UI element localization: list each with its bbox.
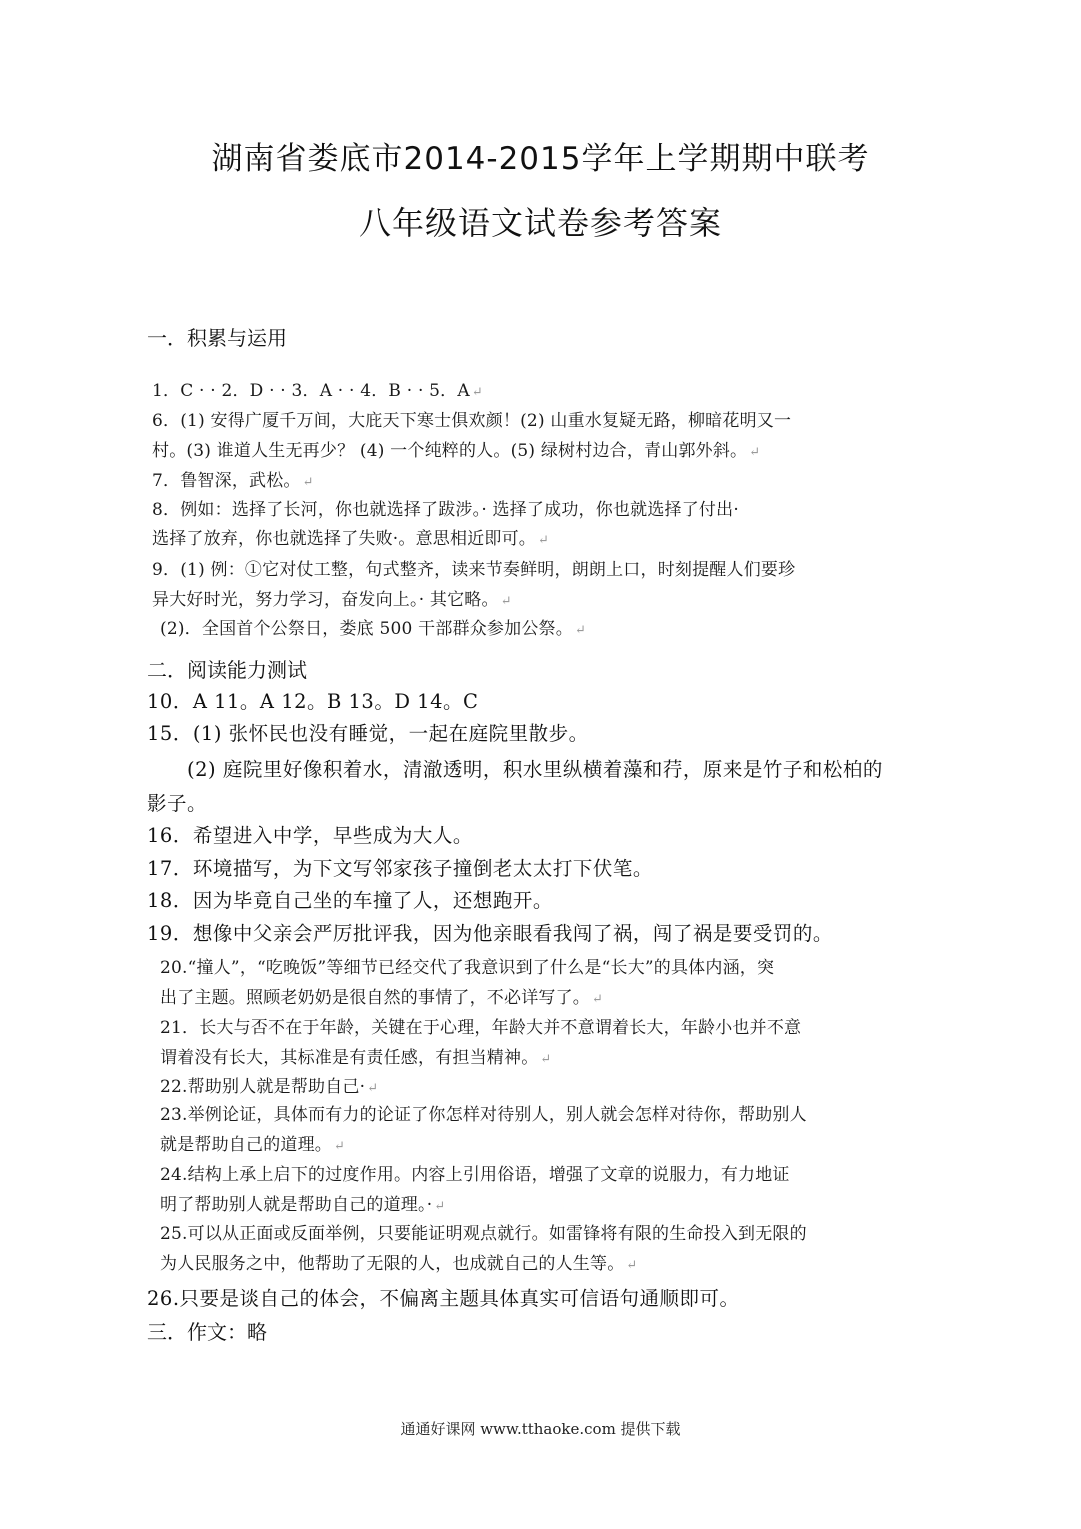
answer-26: 26.只要是谈自己的体会，不偏离主题具体真实可信语句通顺即可。 — [147, 1287, 740, 1310]
answer-23-line-1: 23.举例论证，具体而有力的论证了你怎样对待别人，别人就会怎样对待你，帮助别人 — [160, 1105, 807, 1125]
answer-8-line-1: 8．例如：选择了长河，你也就选择了跋涉。· 选择了成功，你也就选择了付出· — [152, 500, 739, 520]
answer-15-line-3: 影子。 — [147, 792, 208, 815]
doc-title-line-1: 湖南省娄底市2014-2015学年上学期期中联考 — [211, 141, 870, 177]
answer-24-line-1: 24.结构上承上启下的过度作用。内容上引用俗语，增强了文章的说服力，有力地证 — [160, 1165, 790, 1185]
answer-9-line-3: (2)．全国首个公祭日，娄底 500 干部群众参加公祭。 ↵ — [160, 619, 587, 639]
answer-1-5: 1．C · · 2．D · · 3．A · · 4．B · · 5．A ↵ — [152, 381, 483, 401]
answer-17: 17．环境描写，为下文写邻家孩子撞倒老太太打下伏笔。 — [147, 857, 653, 880]
answer-22: 22.帮助别人就是帮助自己· ↵ — [160, 1077, 379, 1097]
section-heading-2: 二．阅读能力测试 — [147, 658, 307, 682]
answer-18: 18．因为毕竟自己坐的车撞了人，还想跑开。 — [147, 889, 553, 912]
answer-6-line-1: 6．(1) 安得广厦千万间，大庇天下寒士俱欢颜！(2) 山重水复疑无路，柳暗花明又一 — [152, 411, 792, 431]
answer-21-line-2: 谓着没有长大，其标准是有责任感，有担当精神。 ↵ — [160, 1048, 552, 1068]
footer-source: 通通好课网 www.tthaoke.com 提供下载 — [400, 1420, 681, 1438]
answer-15-line-1: 15．(1) 张怀民也没有睡觉，一起在庭院里散步。 — [147, 722, 589, 745]
answer-15-line-2: (2) 庭院里好像积着水，清澈透明，积水里纵横着藻和荇，原来是竹子和松柏的 — [187, 758, 883, 781]
answer-20-line-1: 20.“撞人”，“吃晚饭”等细节已经交代了我意识到了什么是“长大”的具体内涵，突 — [160, 958, 775, 978]
answer-6-line-2: 村。(3) 谁道人生无再少？ (4) 一个纯粹的人。(5) 绿树村边合，青山郭外斜。 ↵ — [152, 441, 761, 461]
answer-16: 16．希望进入中学，早些成为大人。 — [147, 824, 473, 847]
answer-7: 7．鲁智深，武松。 ↵ — [152, 471, 314, 491]
answer-9-line-1: 9．(1) 例：①它对仗工整，句式整齐，读来节奏鲜明，朗朗上口，时刻提醒人们要珍 — [152, 560, 796, 580]
answer-24-line-2: 明了帮助别人就是帮助自己的道理。· ↵ — [160, 1195, 446, 1215]
answer-19: 19．想像中父亲会严厉批评我，因为他亲眼看我闯了祸，闯了祸是要受罚的。 — [147, 922, 833, 945]
answer-23-line-2: 就是帮助自己的道理。 ↵ — [160, 1135, 346, 1155]
answer-10-14: 10．A 11。A 12。B 13。D 14。C — [147, 690, 479, 713]
section-heading-3: 三．作文：略 — [147, 1320, 267, 1344]
doc-title-line-2: 八年级语文试卷参考答案 — [358, 204, 722, 242]
answer-20-line-2: 出了主题。照顾老奶奶是很自然的事情了，不必详写了。 ↵ — [160, 988, 604, 1008]
answer-9-line-2: 异大好时光，努力学习，奋发向上。· 其它略。 ↵ — [152, 590, 512, 610]
section-heading-1: 一．积累与运用 — [147, 326, 287, 350]
answer-25-line-1: 25.可以从正面或反面举例，只要能证明观点就行。如雷锋将有限的生命投入到无限的 — [160, 1224, 807, 1244]
answer-21-line-1: 21．长大与否不在于年龄，关键在于心理，年龄大并不意谓着长大，年龄小也并不意 — [160, 1018, 802, 1038]
answer-8-line-2: 选择了放弃，你也就选择了失败·。意思相近即可。 ↵ — [152, 529, 550, 549]
answer-25-line-2: 为人民服务之中，他帮助了无限的人，也成就自己的人生等。 ↵ — [160, 1254, 638, 1274]
